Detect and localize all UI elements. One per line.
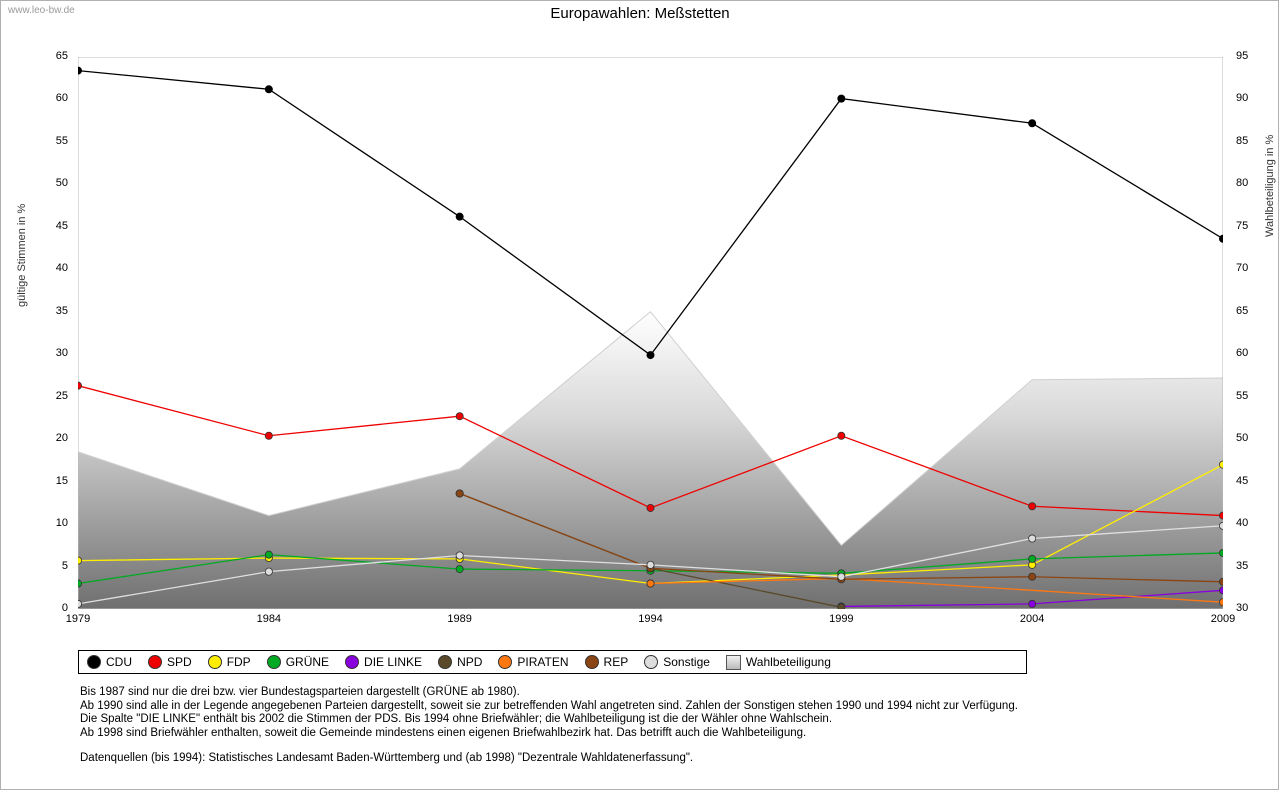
y-axis-left-tick: 10: [55, 517, 68, 530]
y-axis-left-tick: 5: [61, 559, 68, 572]
y-axis-left-tick: 25: [55, 389, 68, 402]
legend-marker-icon: [87, 655, 101, 669]
y-axis-right-tick: 50: [1236, 432, 1249, 445]
legend-marker-icon: [345, 655, 359, 669]
legend-item-sonstige[interactable]: [644, 655, 710, 669]
legend-item-rep[interactable]: [585, 655, 629, 669]
data-point-spd: [265, 432, 272, 439]
data-point-grüne: [265, 551, 272, 558]
y-axis-left-tick: 15: [55, 474, 68, 487]
note-line: Bis 1987 sind nur die drei bzw. vier Bundestagsparteien dargestellt (GRÜNE ab 1980).: [80, 686, 520, 698]
legend-item-cdu[interactable]: [87, 655, 132, 669]
x-axis-tick: 1984: [256, 613, 282, 625]
data-point-cdu: [838, 95, 845, 102]
data-point-sonstige: [265, 568, 272, 575]
data-point-spd: [1219, 512, 1223, 519]
data-point-grüne: [1029, 555, 1036, 562]
y-axis-right-tick: 85: [1236, 134, 1249, 147]
data-point-cdu: [456, 213, 463, 220]
data-point-cdu: [1029, 120, 1036, 127]
legend-marker-icon: [498, 655, 512, 669]
data-point-grüne: [456, 565, 463, 572]
data-point-sonstige: [1219, 522, 1223, 529]
y-axis-right-tick: 70: [1236, 262, 1249, 275]
page-title: Europawahlen: Meßstetten: [550, 5, 730, 22]
data-point-rep: [456, 490, 463, 497]
chart-svg: [78, 57, 1223, 609]
data-point-cdu: [265, 86, 272, 93]
data-point-sonstige: [647, 561, 654, 568]
note-line: Ab 1990 sind alle in der Legende angegebenen Parteien dargestellt, soweit sie zur betreffenden Wahl angetreten sind. Zahlen der Sonstigen stehen 1990 und 1994 nicht zur Verfügung.: [80, 699, 1018, 712]
y-axis-left-tick: 60: [55, 92, 68, 105]
y-axis-left-tick: 35: [55, 304, 68, 317]
y-axis-right-tick: 55: [1236, 389, 1249, 402]
legend-label: CDU: [106, 655, 132, 669]
data-point-grüne: [78, 580, 82, 587]
legend-label: SPD: [167, 655, 192, 669]
data-point-sonstige: [78, 600, 82, 607]
y-axis-right-tick: 35: [1236, 559, 1249, 572]
legend-label: NPD: [457, 655, 483, 669]
data-point-die-linke: [1029, 600, 1036, 607]
data-point-spd: [456, 413, 463, 420]
legend-item-die-linke[interactable]: [345, 655, 422, 669]
x-axis-tick: 2009: [1210, 613, 1236, 625]
data-point-rep: [1029, 573, 1036, 580]
y-axis-left-tick: 0: [61, 602, 68, 614]
chart-notes: [80, 686, 1230, 740]
data-point-npd: [838, 604, 845, 609]
y-axis-left-tick: 45: [55, 219, 68, 232]
data-point-fdp: [78, 557, 82, 564]
y-axis-left-tick: 30: [55, 347, 68, 360]
y-axis-left-tick: 20: [55, 432, 68, 445]
plot-area: [16, 50, 1276, 625]
legend-label: FDP: [226, 655, 251, 669]
data-point-piraten: [1219, 599, 1223, 606]
data-point-cdu: [1219, 235, 1223, 242]
note-line: Die Spalte "DIE LINKE" enthält bis 2002 die Stimmen der PDS. Bis 1994 ohne Briefwähler; die Wahlbeteiligung ist die der Wähler ohne Wahlschein.: [80, 713, 833, 725]
y-axis-right-tick: 80: [1236, 177, 1249, 190]
x-axis-tick: 1994: [638, 613, 663, 625]
data-point-grüne: [1219, 549, 1223, 556]
data-point-spd: [1029, 503, 1036, 510]
y-axis-right-tick: 75: [1236, 219, 1249, 232]
y-axis-right-tick: 30: [1236, 602, 1249, 614]
legend-marker-icon: [148, 655, 162, 669]
x-axis-tick: 1979: [65, 613, 91, 625]
note-line: Ab 1998 sind Briefwähler enthalten, soweit die Gemeinde mindestens einen eigenen Briefwahlbezirk hat. Das betrifft auch die Wahlbeteiligung.: [80, 726, 807, 739]
data-point-spd: [78, 382, 82, 389]
y-axis-right-tick: 90: [1236, 92, 1249, 105]
legend-label: Wahlbeteiligung: [745, 655, 831, 669]
y-axis-left-tick: 50: [55, 177, 68, 190]
data-point-fdp: [1219, 461, 1223, 468]
x-axis-tick: 1999: [829, 613, 854, 625]
data-point-spd: [838, 432, 845, 439]
data-point-sonstige: [1029, 535, 1036, 542]
legend-item-piraten[interactable]: [498, 655, 568, 669]
data-point-piraten: [647, 580, 654, 587]
data-point-cdu: [78, 67, 82, 74]
legend-marker-icon: [267, 655, 281, 669]
y-axis-right-tick: 40: [1236, 517, 1249, 530]
legend-marker-icon: [438, 655, 452, 669]
legend-item-spd[interactable]: [148, 655, 192, 669]
legend-label: Sonstige: [663, 655, 710, 669]
legend-item-npd[interactable]: [438, 655, 482, 669]
y-axis-left-tick: 55: [55, 134, 68, 147]
legend-label: REP: [603, 655, 629, 669]
data-point-die-linke: [1219, 587, 1223, 594]
y-axis-left-label: gültige Stimmen in %: [16, 203, 28, 307]
y-axis-left-tick: 65: [55, 50, 68, 62]
y-axis-right-tick: 60: [1236, 347, 1249, 360]
data-point-spd: [647, 504, 654, 511]
legend-item-wahlbeteiligung[interactable]: [726, 655, 831, 670]
watermark: www.leo-bw.de: [8, 5, 75, 16]
legend-marker-icon: [644, 655, 658, 669]
y-axis-right-label: Wahlbeteiligung in %: [1264, 134, 1276, 237]
data-point-cdu: [647, 351, 654, 358]
x-axis-tick: 2004: [1019, 613, 1045, 625]
chart-legend: [78, 650, 1027, 674]
legend-marker-icon: [585, 655, 599, 669]
legend-label: GRÜNE: [285, 655, 330, 669]
data-point-sonstige: [456, 552, 463, 559]
data-point-rep: [1219, 578, 1223, 585]
y-axis-right-tick: 95: [1236, 50, 1249, 62]
y-axis-right-tick: 65: [1236, 304, 1249, 317]
legend-item-grüne[interactable]: [267, 655, 329, 669]
y-axis-left-tick: 40: [55, 262, 68, 275]
x-axis-tick: 1989: [447, 613, 472, 625]
data-point-sonstige: [838, 573, 845, 580]
legend-label: PIRATEN: [517, 655, 569, 669]
legend-marker-icon: [208, 655, 222, 669]
legend-swatch-area: [726, 655, 741, 670]
chart-sources: Datenquellen (bis 1994): Statistisches Landesamt Baden-Württemberg und (ab 1998) "Dezentrale Wahldatenerfassung".: [80, 752, 694, 764]
legend-label: DIE LINKE: [364, 655, 423, 669]
y-axis-right-tick: 45: [1236, 474, 1249, 487]
legend-item-fdp[interactable]: [208, 655, 251, 669]
